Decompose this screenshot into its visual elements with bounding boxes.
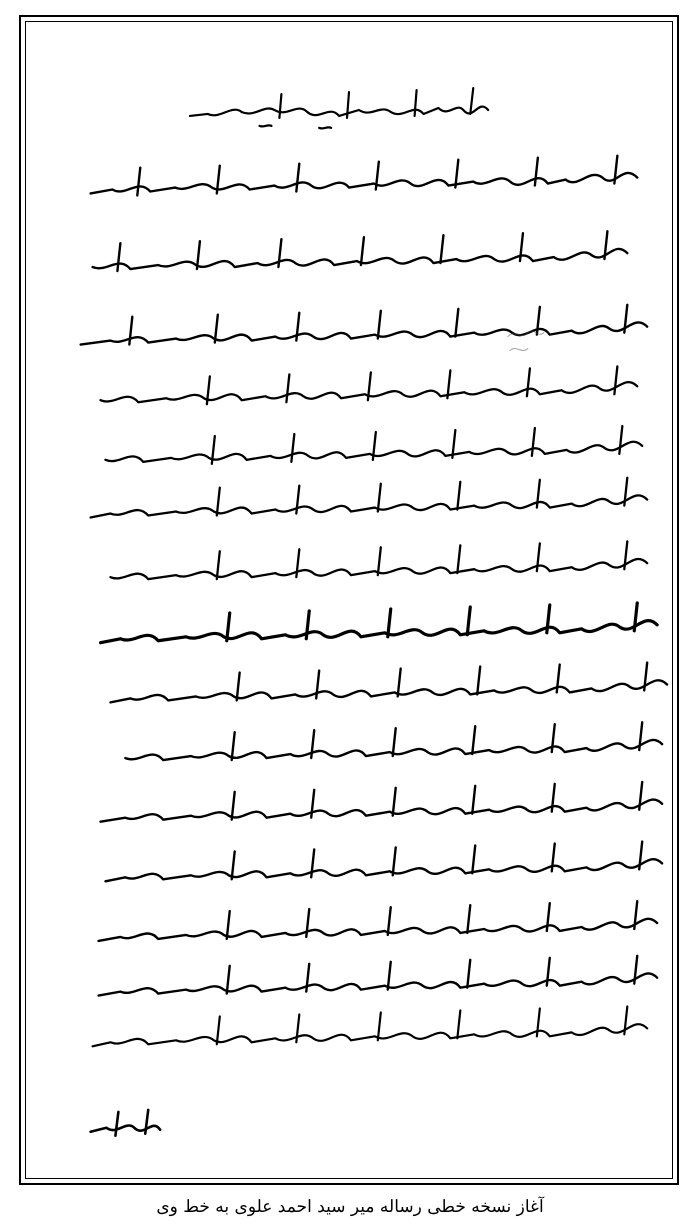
manuscript-line-2 xyxy=(91,156,638,196)
page-caption: آغاز نسخه خطی رساله میر سید احمد علوی به خط وی xyxy=(156,1197,544,1217)
manuscript-line-3 xyxy=(93,231,628,271)
manuscript-frame xyxy=(19,15,679,1185)
manuscript-line-5 xyxy=(101,366,638,404)
manuscript-line-16 xyxy=(93,1007,648,1047)
manuscript-line-13 xyxy=(105,842,662,882)
manuscript-line-12 xyxy=(101,782,663,822)
manuscript-line-10 xyxy=(110,663,667,703)
manuscript-line-6 xyxy=(105,426,642,464)
manuscript-line-8 xyxy=(110,541,647,579)
manuscript-line-4 xyxy=(81,305,648,345)
manuscript-line-14 xyxy=(99,901,658,941)
manuscript-line-15 xyxy=(99,956,658,996)
manuscript-signature xyxy=(91,1110,161,1136)
manuscript-line-1 xyxy=(190,88,488,128)
manuscript-line-7 xyxy=(91,478,648,518)
manuscript-page xyxy=(21,17,677,1183)
manuscript-line-9 xyxy=(101,603,658,643)
manuscript-line-11 xyxy=(125,722,662,760)
